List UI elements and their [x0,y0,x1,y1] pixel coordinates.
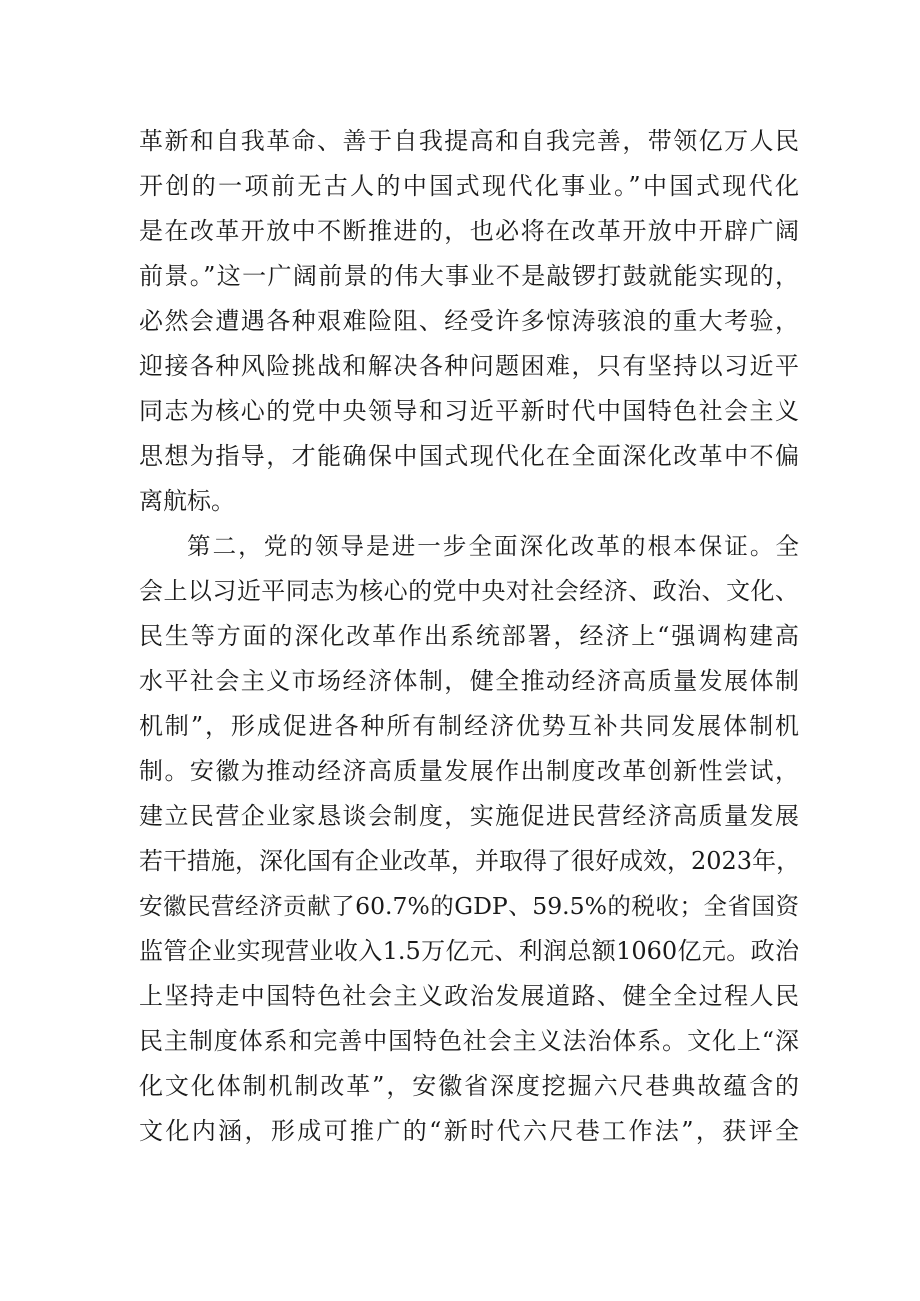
text-line: 同志为核心的党中央领导和习近平新时代中国特色社会主义 [139,397,799,425]
text-line: 建立民营企业家恳谈会制度，实施促进民营经济高质量发展 [139,802,799,830]
text-line: 离航标。 [139,487,235,515]
text-line: 前景。”这一广阔前景的伟大事业不是敲锣打鼓就能实现的， [139,262,799,290]
text-line: 若干措施，深化国有企业改革，并取得了很好成效，2023年， [139,847,801,875]
text-line: 民主制度体系和完善中国特色社会主义法治体系。文化上“深 [139,1027,799,1055]
text-line: 安徽民营经济贡献了60.7%的GDP、59.5%的税收；全省国资 [139,892,799,920]
text-line: 迎接各种风险挑战和解决各种问题困难，只有坚持以习近平 [139,352,799,380]
text-line: 制。安徽为推动经济高质量发展作出制度改革创新性尝试， [139,757,799,785]
text-line: 必然会遭遇各种艰难险阻、经受许多惊涛骇浪的重大考验， [139,307,799,335]
text-line: 是在改革开放中不断推进的，也必将在改革开放中开辟广阔 [139,217,799,245]
paragraph-start-line: 第二，党的领导是进一步全面深化改革的根本保证。全 [187,532,799,560]
body-text [139,119,799,1154]
text-line: 会上以习近平同志为核心的党中央对社会经济、政治、文化、 [139,577,799,605]
text-line: 水平社会主义市场经济体制，健全推动经济高质量发展体制 [139,667,799,695]
text-line: 开创的一项前无古人的中国式现代化事业。”中国式现代化 [139,172,799,200]
text-line: 文化内涵，形成可推广的“新时代六尺巷工作法”，获评全 [139,1117,799,1145]
text-line: 监管企业实现营业收入1.5万亿元、利润总额1060亿元。政治 [139,937,799,965]
text-line: 机制”，形成促进各种所有制经济优势互补共同发展体制机 [139,712,799,740]
text-line: 化文化体制机制改革”，安徽省深度挖掘六尺巷典故蕴含的 [139,1072,799,1100]
text-line: 革新和自我革命、善于自我提高和自我完善，带领亿万人民 [139,127,799,155]
text-line: 上坚持走中国特色社会主义政治发展道路、健全全过程人民 [139,982,799,1010]
text-line: 思想为指导，才能确保中国式现代化在全面深化改革中不偏 [139,442,799,470]
text-line: 民生等方面的深化改革作出系统部署，经济上“强调构建高 [139,622,799,650]
